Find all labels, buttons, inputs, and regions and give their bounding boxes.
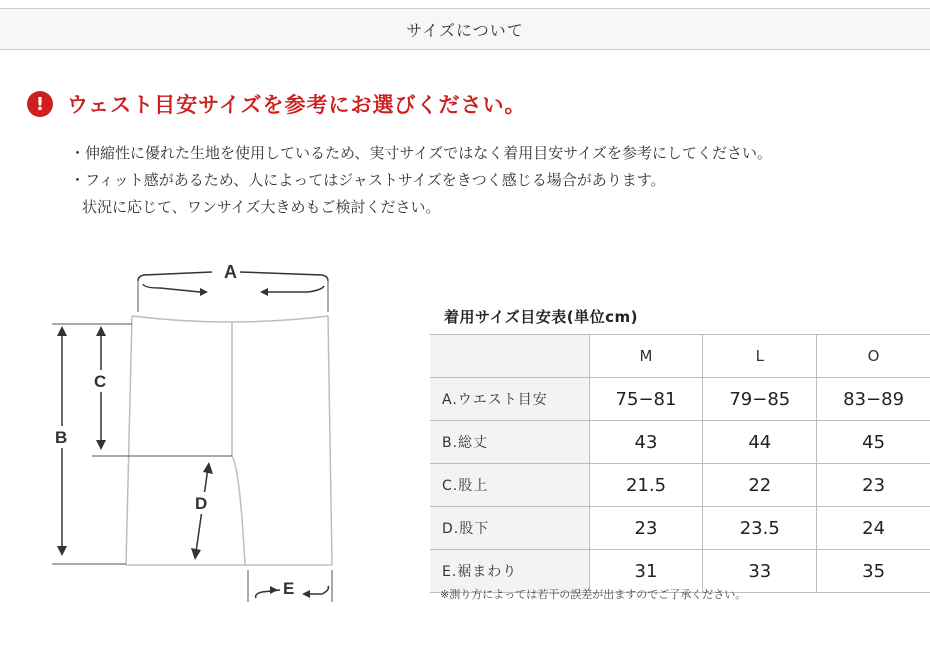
table-row: [430, 464, 930, 507]
arrowhead-icon: [191, 548, 201, 560]
table-cell: 23: [817, 464, 930, 507]
table-cell: 45: [817, 421, 930, 464]
row-label: C.股上: [430, 464, 589, 507]
table-cell: 44: [703, 421, 817, 464]
label-d: D: [195, 494, 208, 513]
table-cell: 23: [589, 507, 703, 550]
table-cell: 31: [589, 550, 703, 593]
table-row: [430, 421, 930, 464]
arrowhead-icon: [270, 586, 278, 594]
table-title: 着用サイズ目安表(単位cm): [444, 308, 639, 326]
table-cell: 33: [703, 550, 817, 593]
column-header-l: L: [703, 335, 817, 378]
label-a: A: [224, 262, 237, 282]
table-cell: 35: [817, 550, 930, 593]
shorts-diagram: [40, 250, 360, 610]
size-table: [430, 334, 930, 593]
arrowhead-icon: [96, 440, 106, 450]
arrowhead-icon: [203, 462, 213, 474]
table-corner-cell: [430, 335, 589, 378]
notes-list: [70, 140, 772, 221]
arrowhead-icon: [302, 590, 310, 598]
row-label: A.ウエスト目安: [430, 378, 589, 421]
label-e: E: [283, 579, 295, 598]
table-row: [430, 507, 930, 550]
arrowhead-icon: [200, 288, 208, 296]
note-item: ・伸縮性に優れた生地を使用しているため、実寸サイズではなく着用目安サイズを参考にしてください。: [70, 144, 773, 162]
section-header: [0, 8, 930, 50]
row-label: E.裾まわり: [430, 550, 589, 593]
shorts-outline: [126, 316, 332, 565]
table-cell: 79−85: [703, 378, 817, 421]
arrowhead-icon: [260, 288, 268, 296]
arrowhead-icon: [96, 326, 106, 336]
warning-text: ウェスト目安サイズを参考にお選びください。: [67, 93, 527, 117]
note-item: 状況に応じて、ワンサイズ大きめもご検討ください。: [82, 198, 441, 216]
table-header-row: [430, 335, 930, 378]
column-header-o: O: [817, 335, 930, 378]
exclamation-icon: !: [27, 91, 53, 117]
table-cell: 23.5: [703, 507, 817, 550]
row-label: B.総丈: [430, 421, 589, 464]
column-header-m: M: [589, 335, 703, 378]
table-cell: 43: [589, 421, 703, 464]
table-cell: 83−89: [817, 378, 930, 421]
label-c: C: [94, 372, 107, 391]
measurement-diagram: [40, 250, 360, 610]
section-title: サイズについて: [406, 20, 524, 40]
arrowhead-icon: [57, 546, 67, 556]
table-cell: 21.5: [589, 464, 703, 507]
warning-banner: [27, 89, 526, 119]
label-b: B: [55, 428, 68, 447]
table-cell: 22: [703, 464, 817, 507]
table-cell: 75−81: [589, 378, 703, 421]
table-row: [430, 378, 930, 421]
row-label: D.股下: [430, 507, 589, 550]
table-cell: 24: [817, 507, 930, 550]
note-item: ・フィット感があるため、人によってはジャストサイズをきつく感じる場合があります。: [70, 171, 666, 189]
arrowhead-icon: [57, 326, 67, 336]
footnote: ※測り方によっては若干の誤差が出ますのでご了承ください。: [440, 588, 747, 601]
